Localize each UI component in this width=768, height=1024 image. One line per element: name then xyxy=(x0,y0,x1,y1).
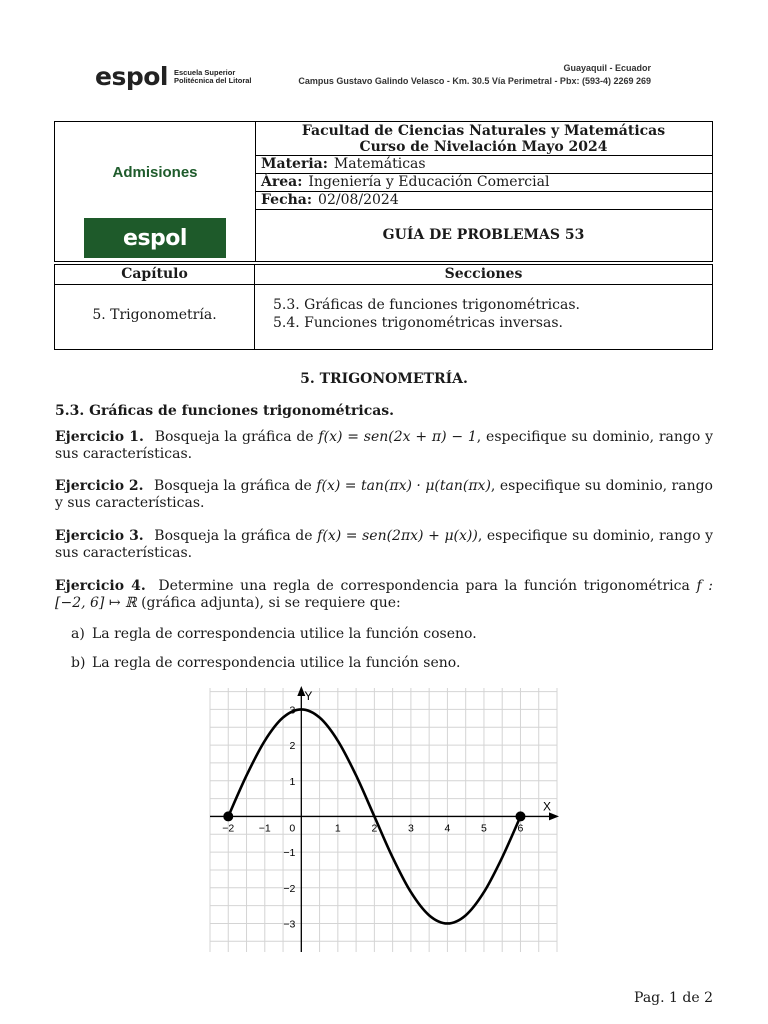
x-tick-label: 0 xyxy=(289,822,296,835)
item-label: a) xyxy=(71,626,85,642)
x-tick-label: 3 xyxy=(407,822,414,835)
section-item: 5.3. Gráficas de funciones trigonométricas. xyxy=(273,297,580,313)
exercise-formula: f : [−2, 6] ↦ ℝ xyxy=(55,578,713,611)
page-number: Pag. 1 de 2 xyxy=(634,990,713,1006)
exercise-label: Ejercicio 3. xyxy=(55,528,144,544)
item-text: La regla de correspondencia utilice la función coseno. xyxy=(92,626,477,642)
x-tick-label: 4 xyxy=(444,822,451,835)
subsection-title: 5.3. Gráficas de funciones trigonométricas. xyxy=(55,403,395,419)
x-tick-label: 5 xyxy=(481,822,487,835)
sections-col-header: Secciones xyxy=(444,266,523,282)
endpoint-marker xyxy=(515,811,525,821)
exercise-text: , especifique su dominio, rango y sus características. xyxy=(55,478,713,511)
exercise-text: Bosqueja la gráfica de xyxy=(154,478,312,494)
area-label: Área: xyxy=(261,174,303,190)
faculty-name: Facultad de Ciencias Naturales y Matemáticas xyxy=(301,123,666,139)
exercise-formula: f(x) = sen(2x + π) − 1 xyxy=(318,429,477,445)
materia-label: Materia: xyxy=(261,156,328,172)
y-tick-label: −1 xyxy=(283,847,296,860)
guide-title: GUÍA DE PROBLEMAS 53 xyxy=(382,227,585,243)
course-name: Curso de Nivelación Mayo 2024 xyxy=(359,139,608,155)
x-tick-label: −1 xyxy=(258,822,271,835)
y-tick-label: −2 xyxy=(283,882,296,895)
y-axis-label: Y xyxy=(304,689,313,703)
exercise-formula: f(x) = sen(2πx) + μ(x)) xyxy=(317,528,478,544)
exercise-text: , especifique su dominio, rango y sus características. xyxy=(55,429,714,462)
logo-sub-line2: Politécnica del Litoral xyxy=(173,75,252,85)
chapter-name: 5. Trigonometría. xyxy=(92,307,217,323)
y-tick-label: 1 xyxy=(289,775,296,788)
materia-value: Matemáticas xyxy=(333,156,426,172)
endpoint-marker xyxy=(223,811,233,821)
x-tick-label: 1 xyxy=(334,822,341,835)
fecha-label: Fecha: xyxy=(261,192,313,208)
fecha-value: 02/08/2024 xyxy=(318,192,399,208)
admissions-label: Admisiones xyxy=(112,164,198,181)
y-tick-label: 2 xyxy=(289,740,296,753)
y-tick-label: −3 xyxy=(283,918,296,931)
y-tick-label: 3 xyxy=(289,704,296,717)
header-city: Guayaquil - Ecuador xyxy=(563,63,651,73)
exercise-text: , especifique su dominio, rango y sus características. xyxy=(55,528,714,561)
header-street: Campus Gustavo Galindo Velasco - Km. 30.5 Vía Perimetral - Pbx: (593-4) 2269 269 xyxy=(298,76,651,86)
exercise-label: Ejercicio 1. xyxy=(55,429,144,445)
item-text: La regla de correspondencia utilice la función seno. xyxy=(92,655,461,671)
logo-word: espol xyxy=(95,62,168,91)
area-value: Ingeniería y Educación Comercial xyxy=(308,174,550,190)
exercise-formula: f(x) = tan(πx) · μ(tan(πx) xyxy=(316,478,491,494)
x-tick-label: 6 xyxy=(517,822,524,835)
exercise-label: Ejercicio 2. xyxy=(55,478,144,494)
x-tick-label: −2 xyxy=(222,822,235,835)
exercise-text: Bosqueja la gráfica de xyxy=(154,528,313,544)
x-tick-label: 2 xyxy=(371,822,378,835)
x-axis-label: X xyxy=(543,799,552,814)
brand-logo-text: espol xyxy=(123,225,187,251)
section-item: 5.4. Funciones trigonométricas inversas. xyxy=(273,315,563,331)
chapter-col-header: Capítulo xyxy=(121,266,188,282)
exercise-text: Determine una regla de correspondencia para la función trigonométrica xyxy=(158,578,690,594)
item-label: b) xyxy=(71,655,86,671)
exercise-text: Bosqueja la gráfica de xyxy=(154,429,314,445)
exercise-text: (gráfica adjunta), si se requiere que: xyxy=(141,595,401,611)
main-title: 5. TRIGONOMETRÍA. xyxy=(300,371,468,387)
exercise-label: Ejercicio 4. xyxy=(55,578,146,594)
logo-sub-line1: Escuela Superior xyxy=(173,67,236,77)
